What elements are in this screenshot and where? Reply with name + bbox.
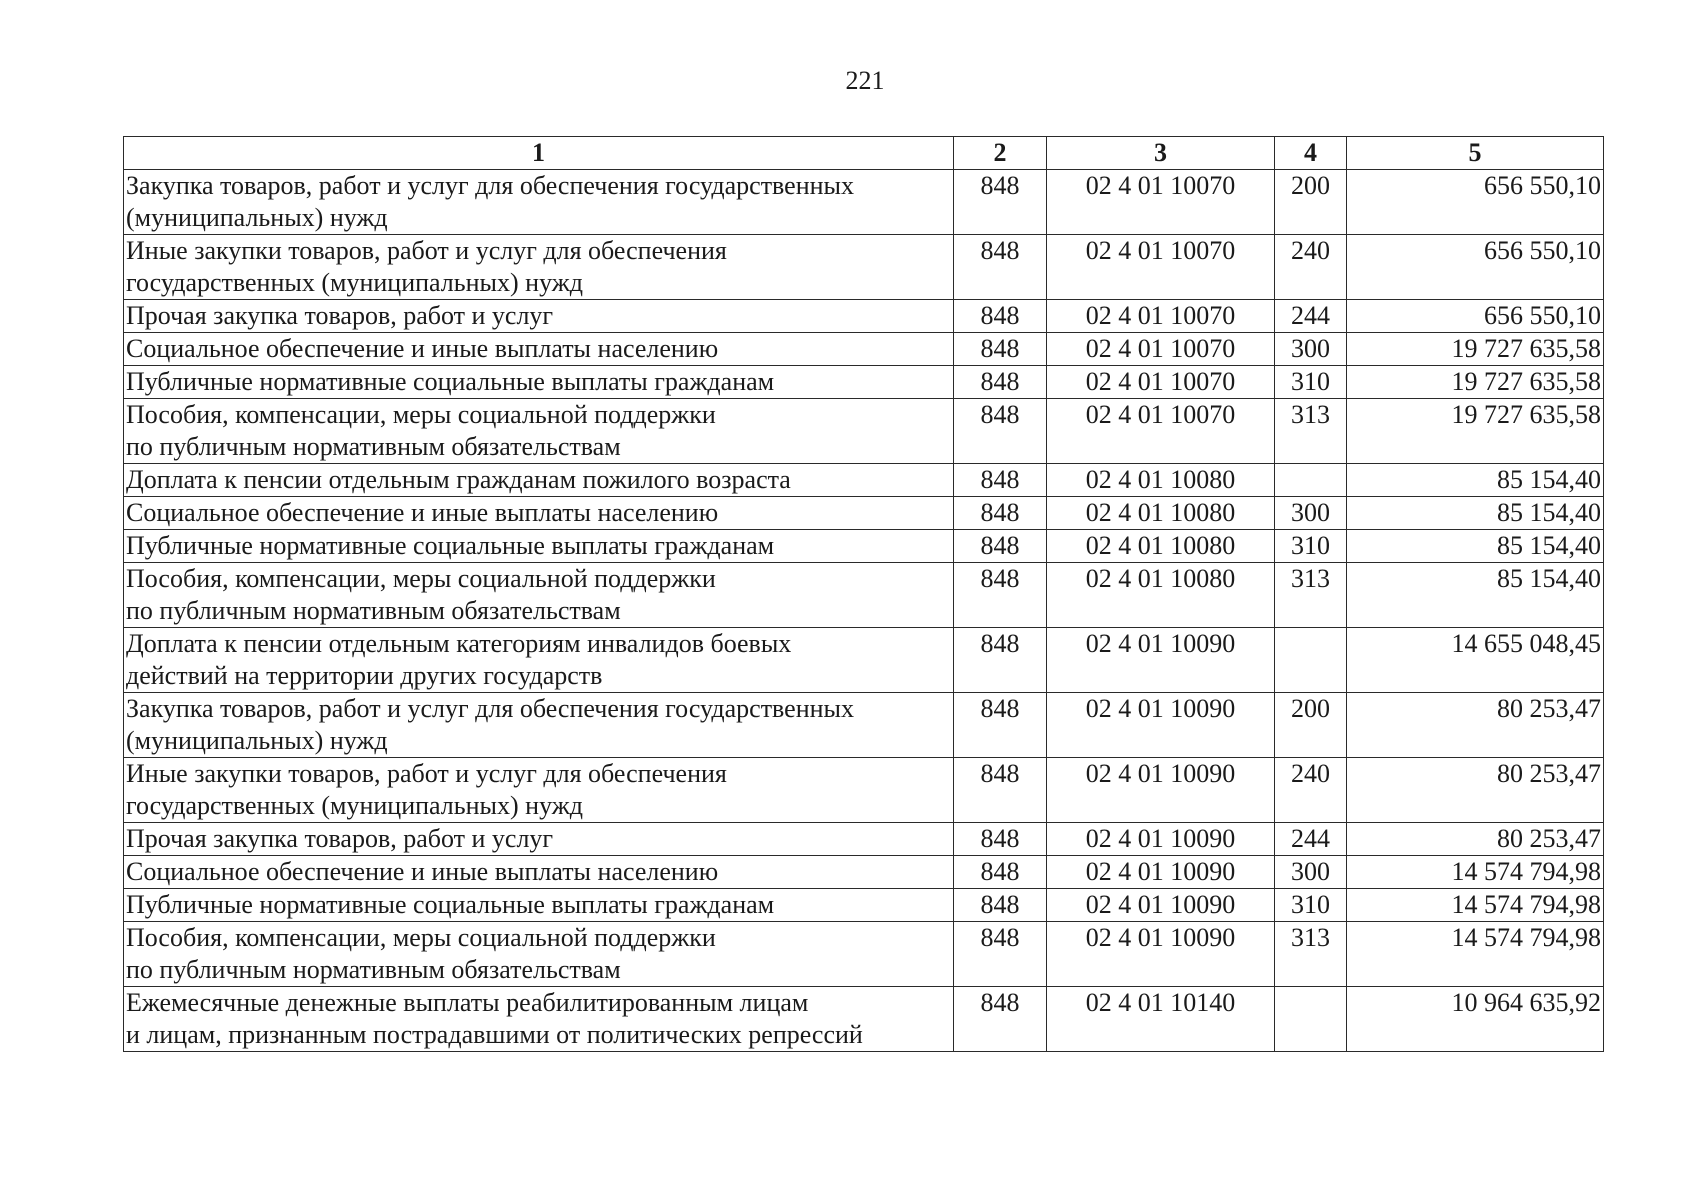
expense-type-cell: 310 bbox=[1275, 530, 1347, 563]
item-name-cell: Пособия, компенсации, меры социальной поддержки по публичным нормативным обязательствам bbox=[124, 922, 954, 987]
ministry-code-cell: 848 bbox=[954, 563, 1047, 628]
item-name-cell: Пособия, компенсации, меры социальной поддержки по публичным нормативным обязательствам bbox=[124, 563, 954, 628]
expense-type-cell: 244 bbox=[1275, 300, 1347, 333]
amount-cell: 80 253,47 bbox=[1347, 823, 1604, 856]
target-article-cell: 02 4 01 10070 bbox=[1047, 333, 1275, 366]
ministry-code-cell: 848 bbox=[954, 889, 1047, 922]
amount-cell: 85 154,40 bbox=[1347, 497, 1604, 530]
target-article-cell: 02 4 01 10140 bbox=[1047, 987, 1275, 1052]
item-name-cell: Закупка товаров, работ и услуг для обеспечения государственных (муниципальных) нужд bbox=[124, 693, 954, 758]
amount-cell: 10 964 635,92 bbox=[1347, 987, 1604, 1052]
table-row bbox=[124, 889, 1604, 922]
ministry-code-cell: 848 bbox=[954, 170, 1047, 235]
target-article-cell: 02 4 01 10070 bbox=[1047, 399, 1275, 464]
target-article-cell: 02 4 01 10070 bbox=[1047, 170, 1275, 235]
amount-cell: 19 727 635,58 bbox=[1347, 399, 1604, 464]
header-row bbox=[124, 137, 1604, 170]
expense-type-cell: 300 bbox=[1275, 856, 1347, 889]
amount-cell: 656 550,10 bbox=[1347, 300, 1604, 333]
table-row bbox=[124, 333, 1604, 366]
table-row bbox=[124, 464, 1604, 497]
ministry-code-cell: 848 bbox=[954, 399, 1047, 464]
column-header-2: 2 bbox=[954, 137, 1047, 170]
item-name-cell: Закупка товаров, работ и услуг для обеспечения государственных (муниципальных) нужд bbox=[124, 170, 954, 235]
ministry-code-cell: 848 bbox=[954, 366, 1047, 399]
expense-type-cell bbox=[1275, 987, 1347, 1052]
table-row bbox=[124, 235, 1604, 300]
ministry-code-cell: 848 bbox=[954, 300, 1047, 333]
table-row bbox=[124, 399, 1604, 464]
item-name-cell: Иные закупки товаров, работ и услуг для обеспечения государственных (муниципальных) нужд bbox=[124, 758, 954, 823]
target-article-cell: 02 4 01 10080 bbox=[1047, 497, 1275, 530]
amount-cell: 80 253,47 bbox=[1347, 693, 1604, 758]
ministry-code-cell: 848 bbox=[954, 922, 1047, 987]
expense-type-cell: 240 bbox=[1275, 235, 1347, 300]
ministry-code-cell: 848 bbox=[954, 856, 1047, 889]
item-name-cell: Иные закупки товаров, работ и услуг для обеспечения государственных (муниципальных) нужд bbox=[124, 235, 954, 300]
item-name-cell: Прочая закупка товаров, работ и услуг bbox=[124, 823, 954, 856]
target-article-cell: 02 4 01 10090 bbox=[1047, 889, 1275, 922]
target-article-cell: 02 4 01 10090 bbox=[1047, 823, 1275, 856]
target-article-cell: 02 4 01 10090 bbox=[1047, 693, 1275, 758]
item-name-cell: Публичные нормативные социальные выплаты гражданам bbox=[124, 530, 954, 563]
target-article-cell: 02 4 01 10070 bbox=[1047, 235, 1275, 300]
ministry-code-cell: 848 bbox=[954, 823, 1047, 856]
ministry-code-cell: 848 bbox=[954, 464, 1047, 497]
table-row bbox=[124, 823, 1604, 856]
expense-type-cell: 244 bbox=[1275, 823, 1347, 856]
ministry-code-cell: 848 bbox=[954, 693, 1047, 758]
target-article-cell: 02 4 01 10080 bbox=[1047, 530, 1275, 563]
amount-cell: 14 574 794,98 bbox=[1347, 889, 1604, 922]
amount-cell: 19 727 635,58 bbox=[1347, 366, 1604, 399]
item-name-cell: Социальное обеспечение и иные выплаты населению bbox=[124, 333, 954, 366]
table-row bbox=[124, 300, 1604, 333]
expense-type-cell: 300 bbox=[1275, 333, 1347, 366]
amount-cell: 656 550,10 bbox=[1347, 235, 1604, 300]
ministry-code-cell: 848 bbox=[954, 497, 1047, 530]
ministry-code-cell: 848 bbox=[954, 235, 1047, 300]
column-header-1: 1 bbox=[124, 137, 954, 170]
target-article-cell: 02 4 01 10090 bbox=[1047, 628, 1275, 693]
expense-type-cell bbox=[1275, 464, 1347, 497]
table-row bbox=[124, 922, 1604, 987]
expense-type-cell: 300 bbox=[1275, 497, 1347, 530]
amount-cell: 80 253,47 bbox=[1347, 758, 1604, 823]
ministry-code-cell: 848 bbox=[954, 628, 1047, 693]
table-row bbox=[124, 170, 1604, 235]
column-header-5: 5 bbox=[1347, 137, 1604, 170]
expense-type-cell bbox=[1275, 628, 1347, 693]
item-name-cell: Публичные нормативные социальные выплаты гражданам bbox=[124, 889, 954, 922]
expense-type-cell: 310 bbox=[1275, 889, 1347, 922]
item-name-cell: Прочая закупка товаров, работ и услуг bbox=[124, 300, 954, 333]
expense-type-cell: 313 bbox=[1275, 563, 1347, 628]
target-article-cell: 02 4 01 10090 bbox=[1047, 758, 1275, 823]
expense-type-cell: 200 bbox=[1275, 693, 1347, 758]
expense-type-cell: 313 bbox=[1275, 922, 1347, 987]
table-body bbox=[124, 170, 1604, 1052]
ministry-code-cell: 848 bbox=[954, 530, 1047, 563]
table-row bbox=[124, 497, 1604, 530]
column-header-3: 3 bbox=[1047, 137, 1275, 170]
expense-type-cell: 313 bbox=[1275, 399, 1347, 464]
target-article-cell: 02 4 01 10090 bbox=[1047, 922, 1275, 987]
target-article-cell: 02 4 01 10090 bbox=[1047, 856, 1275, 889]
table-row bbox=[124, 530, 1604, 563]
target-article-cell: 02 4 01 10080 bbox=[1047, 464, 1275, 497]
target-article-cell: 02 4 01 10080 bbox=[1047, 563, 1275, 628]
item-name-cell: Публичные нормативные социальные выплаты гражданам bbox=[124, 366, 954, 399]
item-name-cell: Доплата к пенсии отдельным гражданам пожилого возраста bbox=[124, 464, 954, 497]
expense-type-cell: 240 bbox=[1275, 758, 1347, 823]
amount-cell: 85 154,40 bbox=[1347, 530, 1604, 563]
item-name-cell: Социальное обеспечение и иные выплаты населению bbox=[124, 497, 954, 530]
table-row bbox=[124, 987, 1604, 1052]
table-row bbox=[124, 563, 1604, 628]
table-row bbox=[124, 366, 1604, 399]
amount-cell: 14 655 048,45 bbox=[1347, 628, 1604, 693]
amount-cell: 14 574 794,98 bbox=[1347, 922, 1604, 987]
ministry-code-cell: 848 bbox=[954, 758, 1047, 823]
item-name-cell: Ежемесячные денежные выплаты реабилитированным лицам и лицам, признанным пострадавшими от политических репрессий bbox=[124, 987, 954, 1052]
amount-cell: 85 154,40 bbox=[1347, 464, 1604, 497]
table-row bbox=[124, 856, 1604, 889]
ministry-code-cell: 848 bbox=[954, 333, 1047, 366]
target-article-cell: 02 4 01 10070 bbox=[1047, 300, 1275, 333]
item-name-cell: Доплата к пенсии отдельным категориям инвалидов боевых действий на территории других государств bbox=[124, 628, 954, 693]
amount-cell: 656 550,10 bbox=[1347, 170, 1604, 235]
table-row bbox=[124, 758, 1604, 823]
budget-table bbox=[123, 136, 1604, 1052]
amount-cell: 19 727 635,58 bbox=[1347, 333, 1604, 366]
item-name-cell: Социальное обеспечение и иные выплаты населению bbox=[124, 856, 954, 889]
expense-type-cell: 200 bbox=[1275, 170, 1347, 235]
ministry-code-cell: 848 bbox=[954, 987, 1047, 1052]
column-header-4: 4 bbox=[1275, 137, 1347, 170]
table-row bbox=[124, 628, 1604, 693]
item-name-cell: Пособия, компенсации, меры социальной поддержки по публичным нормативным обязательствам bbox=[124, 399, 954, 464]
amount-cell: 14 574 794,98 bbox=[1347, 856, 1604, 889]
amount-cell: 85 154,40 bbox=[1347, 563, 1604, 628]
expense-type-cell: 310 bbox=[1275, 366, 1347, 399]
target-article-cell: 02 4 01 10070 bbox=[1047, 366, 1275, 399]
table-row bbox=[124, 693, 1604, 758]
page-number: 221 bbox=[845, 66, 885, 95]
